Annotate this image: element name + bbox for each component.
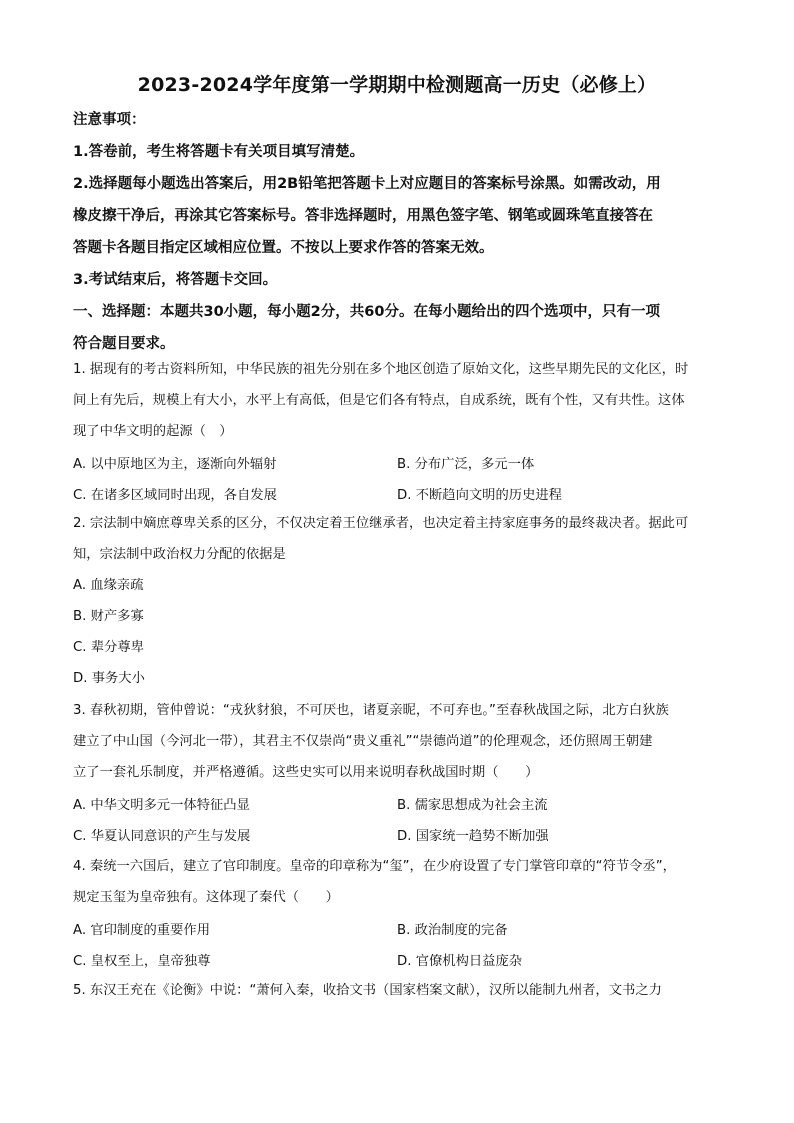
options-row bbox=[73, 478, 728, 509]
option-a: A. 中华文明多元一体特征凸显 bbox=[73, 798, 250, 813]
question-stem-line: 5. 东汉王充在《论衡》中说：“萧何入秦，收拾文书（国家档案文献），汉所以能制九州者，文书之力 bbox=[73, 983, 662, 998]
section-heading-line-1: 一、选择题：本题共30小题，每小题2分，共60分。在每小题给出的四个选项中，只有一项 bbox=[73, 304, 660, 320]
option-a: A. 以中原地区为主，逐渐向外辐射 bbox=[73, 457, 277, 472]
question-5 bbox=[73, 975, 728, 1006]
option-b: B. 儒家思想成为社会主流 bbox=[397, 798, 548, 813]
question-stem-line: 1. 据现有的考古资料所知，中华民族的祖先分别在多个地区创造了原始文化，这些早期先民的文化区，时 bbox=[73, 362, 689, 377]
question-stem-line: 2. 宗法制中嫡庶尊卑关系的区分，不仅决定着王位继承者，也决定着主持家庭事务的最终裁决者。据此可 bbox=[73, 516, 689, 531]
question-4 bbox=[73, 851, 728, 975]
question-stem-line: 3. 春秋初期，管仲曾说：“戎狄豺狼，不可厌也，诸夏亲昵，不可弃也。”至春秋战国之际，北方白狄族 bbox=[73, 703, 669, 718]
question-stem-line: 4. 秦统一六国后，建立了官印制度。皇帝的印章称为“玺”，在少府设置了专门掌管印章的“符节令丞”， bbox=[73, 859, 676, 874]
notice-item-2-line-2: 橡皮擦干净后，再涂其它答案标号。答非选择题时，用黑色签字笔、钢笔或圆珠笔直接答在 bbox=[73, 208, 653, 224]
option-d: D. 官僚机构日益庞杂 bbox=[397, 954, 523, 969]
notice-section bbox=[73, 104, 728, 360]
option-d: D. 国家统一趋势不断加强 bbox=[397, 829, 549, 844]
notice-item-2-line-1: 2.选择题每小题选出答案后，用2B铅笔把答题卡上对应题目的答案标号涂黑。如需改动，用 bbox=[73, 176, 661, 192]
option-d: D. 事务大小 bbox=[73, 671, 145, 686]
option-a: A. 官印制度的重要作用 bbox=[73, 923, 210, 938]
options-row bbox=[73, 819, 728, 850]
option-c: C. 辈分尊卑 bbox=[73, 640, 144, 655]
question-stem-line: 立了一套礼乐制度，并严格遵循。这些史实可以用来说明春秋战国时期（ ） bbox=[73, 765, 539, 780]
question-stem-line: 现了中华文明的起源（ ） bbox=[73, 424, 233, 439]
option-b: B. 分布广泛，多元一体 bbox=[397, 457, 535, 472]
option-c: C. 华夏认同意识的产生与发展 bbox=[73, 829, 251, 844]
notice-item-2-line-3: 答题卡各题目指定区域相应位置。不按以上要求作答的答案无效。 bbox=[73, 240, 494, 256]
question-2 bbox=[73, 508, 728, 694]
options-row bbox=[73, 913, 728, 944]
options-row bbox=[73, 788, 728, 819]
options-row bbox=[73, 447, 728, 478]
options-row bbox=[73, 944, 728, 975]
option-a: A. 血缘亲疏 bbox=[73, 578, 144, 593]
notice-item-1: 1.答卷前，考生将答题卡有关项目填写清楚。 bbox=[73, 144, 365, 160]
option-b: B. 财产多寡 bbox=[73, 609, 144, 624]
question-stem-line: 间上有先后，规模上有大小，水平上有高低，但是它们各有特点，自成系统，既有个性，又有共性。这体 bbox=[73, 393, 685, 408]
option-c: C. 皇权至上，皇帝独尊 bbox=[73, 954, 211, 969]
question-stem-line: 规定玉玺为皇帝独有。这体现了秦代（ ） bbox=[73, 890, 339, 905]
question-3 bbox=[73, 695, 728, 850]
notice-item-3: 3.考试结束后，将答题卡交回。 bbox=[73, 272, 278, 288]
question-stem-line: 知，宗法制中政治权力分配的依据是 bbox=[73, 547, 286, 562]
option-b: B. 政治制度的完备 bbox=[397, 923, 508, 938]
section-heading-line-2: 符合题目要求。 bbox=[73, 336, 175, 352]
option-c: C. 在诸多区域同时出现，各自发展 bbox=[73, 488, 277, 503]
option-d: D. 不断趋向文明的历史进程 bbox=[397, 488, 562, 503]
notice-heading: 注意事项： bbox=[73, 112, 146, 128]
question-1 bbox=[73, 354, 728, 509]
page-title: 2023-2024学年度第一学期期中检测题高一历史（必修上） bbox=[137, 74, 657, 96]
question-stem-line: 建立了中山国（今河北一带），其君主不仅崇尚“贵义重礼”“崇德尚道”的伦理观念，还仿照周王朝建 bbox=[73, 734, 653, 749]
